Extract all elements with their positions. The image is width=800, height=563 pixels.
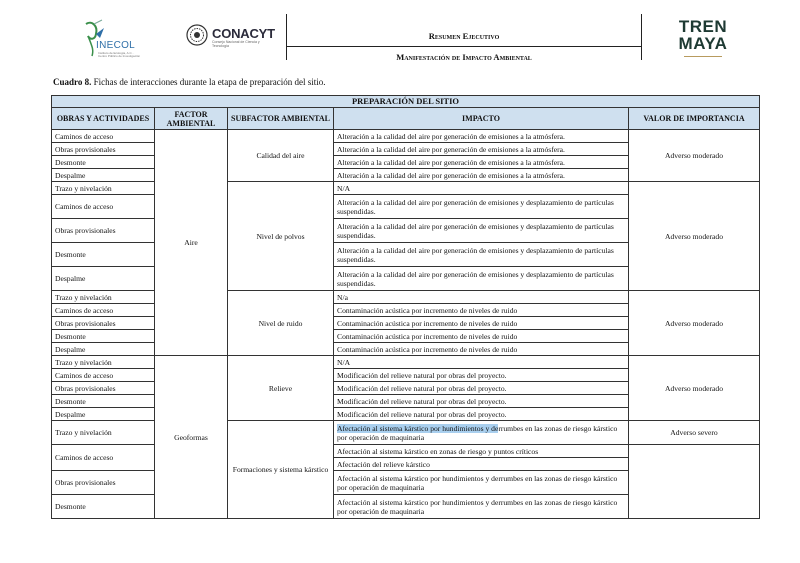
impacto-cell: Contaminación acústica por incremento de niveles de ruido (334, 304, 629, 317)
impacto-cell: Modificación del relieve natural por obras del proyecto. (334, 408, 629, 421)
obra-cell: Desmonte (52, 243, 155, 267)
impacto-cell: Contaminación acústica por incremento de niveles de ruido (334, 343, 629, 356)
obra-cell: Obras provisionales (52, 219, 155, 243)
impacto-cell: Afectación al sistema kárstico por hundimientos y derrumbes en las zonas de riesgo kárstico por operación de maquinaria (334, 495, 629, 519)
impacto-cell: Alteración a la calidad del aire por generación de emisiones y desplazamiento de partículas suspendidas. (334, 243, 629, 267)
table-caption (53, 77, 326, 87)
impacto-cell: Modificación del relieve natural por obras del proyecto. (334, 382, 629, 395)
impacto-cell: Contaminación acústica por incremento de niveles de ruido (334, 317, 629, 330)
header-divider-right (641, 14, 642, 60)
obra-cell: Caminos de acceso (52, 130, 155, 143)
impacto-cell: N/a (334, 291, 629, 304)
conacyt-subtitle: Consejo Nacional de Ciencia y Tecnología (212, 40, 260, 48)
document-header (0, 0, 800, 72)
table-row (52, 130, 760, 143)
inecol-wordmark: INECOL (96, 40, 136, 51)
subfactor-cell-ruido: Nivel de ruido (228, 291, 334, 356)
table-row (52, 356, 760, 369)
obra-cell: Caminos de acceso (52, 195, 155, 219)
caption-text: Fichas de interacciones durante la etapa de preparación del sitio. (91, 77, 326, 87)
col-header-impacto: IMPACTO (334, 108, 629, 130)
valor-cell-polvos: Adverso moderado (629, 182, 760, 291)
impacto-cell: Modificación del relieve natural por obras del proyecto. (334, 369, 629, 382)
tren-logo-line2: MAYA (678, 34, 728, 53)
obra-cell: Desmonte (52, 495, 155, 519)
obra-cell: Caminos de acceso (52, 445, 155, 471)
factor-cell-aire: Aire (155, 130, 228, 356)
tren-logo-accent (684, 56, 722, 57)
subfactor-cell-karstico: Formaciones y sistema kárstico (228, 421, 334, 519)
impacto-cell: Afectación al sistema kárstico en zonas de riesgo y puntos críticos (334, 445, 629, 458)
valor-cell-relieve: Adverso moderado (629, 356, 760, 421)
obra-cell: Obras provisionales (52, 382, 155, 395)
impacto-cell: Alteración a la calidad del aire por generación de emisiones a la atmósfera. (334, 156, 629, 169)
obra-cell: Desmonte (52, 156, 155, 169)
obra-cell: Despalme (52, 408, 155, 421)
subfactor-cell-polvos: Nivel de polvos (228, 182, 334, 291)
obra-cell: Trazo y nivelación (52, 356, 155, 369)
impacto-cell: Alteración a la calidad del aire por generación de emisiones a la atmósfera. (334, 169, 629, 182)
valor-cell-ruido: Adverso moderado (629, 291, 760, 356)
obra-cell: Despalme (52, 169, 155, 182)
band-title: PREPARACIÓN DEL SITIO (52, 96, 760, 108)
obra-cell: Desmonte (52, 395, 155, 408)
impacto-cell-highlighted[interactable] (334, 421, 629, 445)
table-band-row (52, 96, 760, 108)
inecol-subtitle: Instituto de Ecología, A.C. · Centro Público de Investigación (98, 51, 141, 58)
impacto-cell: Alteración a la calidad del aire por generación de emisiones y desplazamiento de partículas suspendidas. (334, 219, 629, 243)
impacto-cell: Alteración a la calidad del aire por generación de emisiones y desplazamiento de partículas suspendidas. (334, 195, 629, 219)
impacto-cell: Alteración a la calidad del aire por generación de emisiones a la atmósfera. (334, 143, 629, 156)
col-header-obras: OBRAS Y ACTIVIDADES (52, 108, 155, 130)
valor-cell-calidad: Adverso moderado (629, 130, 760, 182)
obra-cell: Obras provisionales (52, 471, 155, 495)
impacto-cell: N/A (334, 182, 629, 195)
obra-cell: Caminos de acceso (52, 369, 155, 382)
impacto-cell: Contaminación acústica por incremento de niveles de ruido (334, 330, 629, 343)
impacto-cell: Alteración a la calidad del aire por generación de emisiones a la atmósfera. (334, 130, 629, 143)
caption-label: Cuadro 8. (53, 77, 92, 87)
col-header-subfactor: SUBFACTOR AMBIENTAL (228, 108, 334, 130)
highlighted-text[interactable]: Afectación al sistema kárstico por hundimientos y de (337, 423, 499, 433)
impacto-cell: Alteración a la calidad del aire por generación de emisiones y desplazamiento de partículas suspendidas. (334, 267, 629, 291)
tren-maya-logo (668, 18, 738, 64)
impacto-cell: N/A (334, 356, 629, 369)
obra-cell: Caminos de acceso (52, 304, 155, 317)
header-rule (287, 46, 641, 47)
obra-cell: Despalme (52, 343, 155, 356)
impacto-cell: Afectación del relieve kárstico (334, 458, 629, 471)
obra-cell: Trazo y nivelación (52, 182, 155, 195)
subfactor-cell-relieve: Relieve (228, 356, 334, 421)
valor-cell-empty (629, 445, 760, 519)
obra-cell: Trazo y nivelación (52, 291, 155, 304)
obra-cell: Obras provisionales (52, 317, 155, 330)
col-header-factor: FACTOR AMBIENTAL (155, 108, 228, 130)
header-row (52, 108, 760, 130)
header-subtitle: Manifestación de Impacto Ambiental (396, 52, 532, 62)
inecol-logo (82, 16, 142, 60)
impacto-cell: Modificación del relieve natural por obras del proyecto. (334, 395, 629, 408)
col-header-valor: VALOR DE IMPORTANCIA (629, 108, 760, 130)
conacyt-wordmark: CONACYT (212, 26, 275, 41)
obra-cell: Trazo y nivelación (52, 421, 155, 445)
interactions-table (51, 95, 760, 519)
factor-cell-geoformas: Geoformas (155, 356, 228, 519)
impacto-text-rest: rrumbes en las zonas de riesgo kárstico por operación de maquinaria (337, 423, 618, 442)
subfactor-cell-calidad: Calidad del aire (228, 130, 334, 182)
conacyt-emblem-icon (186, 24, 208, 46)
obra-cell: Desmonte (52, 330, 155, 343)
valor-cell-karst: Adverso severo (629, 421, 760, 445)
header-title: Resumen Ejecutivo (428, 31, 500, 41)
conacyt-logo (186, 22, 276, 52)
tren-logo-line1: TREN (678, 17, 728, 36)
obra-cell: Obras provisionales (52, 143, 155, 156)
obra-cell: Despalme (52, 267, 155, 291)
impacto-cell: Afectación al sistema kárstico por hundimientos y derrumbes en las zonas de riesgo kárstico por operación de maquinaria (334, 471, 629, 495)
